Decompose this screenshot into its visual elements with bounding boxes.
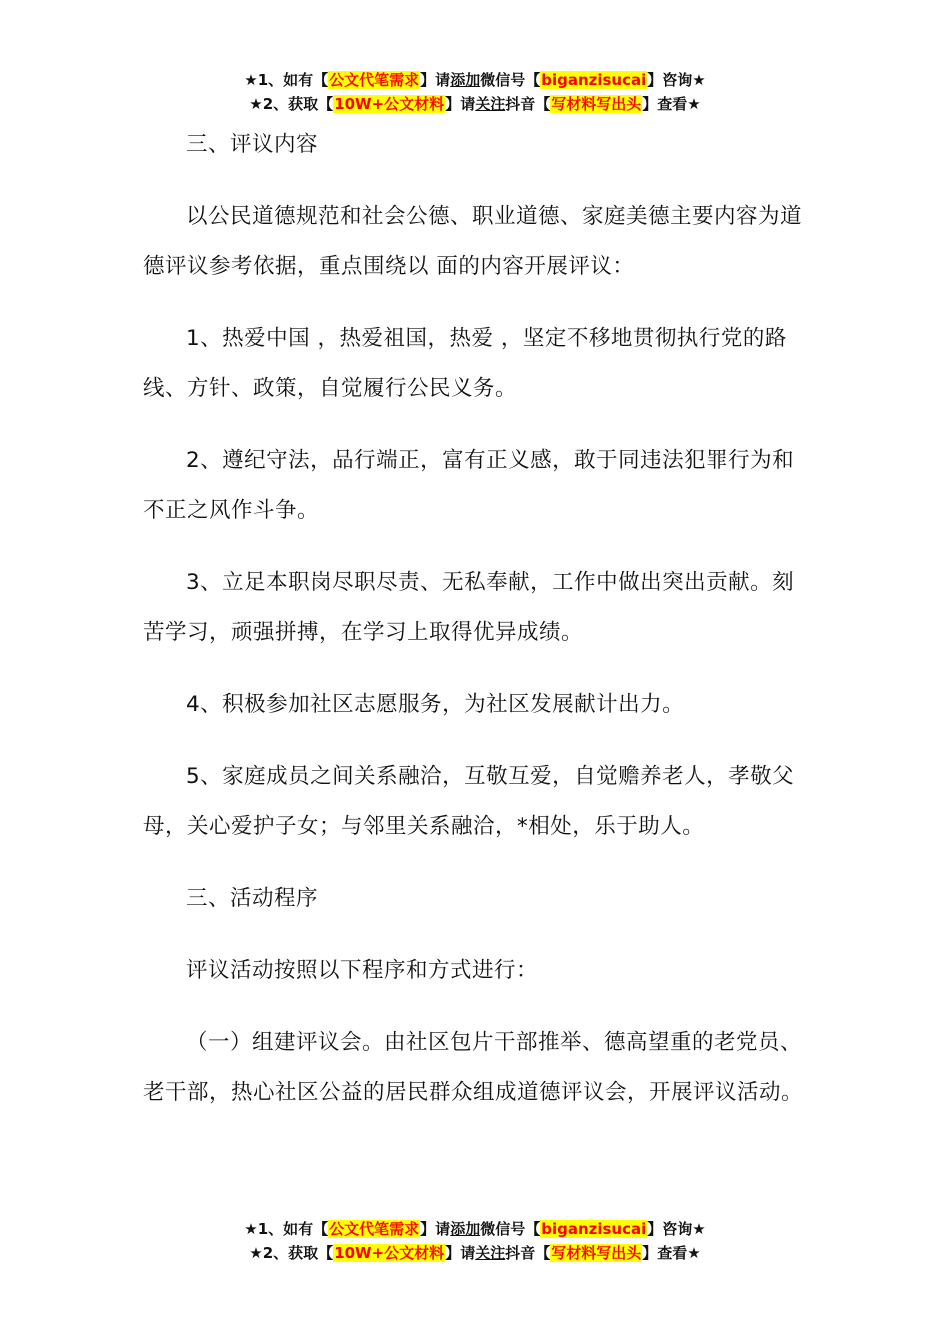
banner-highlight: 10W+公文材料 (334, 95, 445, 113)
banner-text: 】查看★ (642, 1244, 701, 1262)
banner-text: 】请 (420, 1220, 451, 1238)
banner-text: 抖音【 (505, 95, 551, 113)
document-body (143, 120, 815, 1118)
banner-text: 微信号【 (480, 71, 541, 89)
header-banner-line-1 (0, 68, 950, 92)
banner-highlight: 写材料写出头 (551, 1244, 642, 1262)
banner-highlight: 10W+公文材料 (334, 1244, 445, 1262)
banner-text: 】咨询★ (647, 71, 706, 89)
banner-text: 】请 (445, 95, 476, 113)
footer-banner-line-1 (0, 1217, 950, 1241)
banner-underline: 关注 (475, 1244, 506, 1262)
banner-text: ★1、如有【 (244, 1220, 329, 1238)
section-heading: 三、评议内容 (186, 132, 319, 157)
banner-underline: 关注 (475, 95, 506, 113)
banner-highlight: 公文代笔需求 (329, 1220, 420, 1238)
banner-highlight: 公文代笔需求 (329, 71, 420, 89)
list-item: 2、遵纪守法，品行端正，富有正义感，敢于同违法犯罪行为和不正之风作斗争。 (143, 448, 795, 523)
banner-highlight: biganzisucai (541, 71, 647, 89)
list-item: 4、积极参加社区志愿服务，为社区发展献计出力。 (186, 692, 685, 717)
header-banner-line-2 (0, 92, 950, 116)
banner-text: 】查看★ (642, 95, 701, 113)
footer-banner-line-2 (0, 1241, 950, 1265)
banner-highlight: 写材料写出头 (551, 95, 642, 113)
header-banner (0, 68, 950, 116)
banner-text: 微信号【 (480, 1220, 541, 1238)
banner-highlight: biganzisucai (541, 1220, 647, 1238)
banner-text: ★1、如有【 (244, 71, 329, 89)
banner-text: ★2、获取【 (249, 1244, 334, 1262)
footer-banner (0, 1217, 950, 1265)
list-item: 3、立足本职岗尽职尽责、无私奉献，工作中做出突出贡献。刻苦学习，顽强拼搏，在学习上取得优异成绩。 (143, 570, 795, 645)
banner-text: 】请 (420, 71, 451, 89)
paragraph: 以公民道德规范和社会公德、职业道德、家庭美德主要内容为道德评议参考依据，重点围绕以 面的内容开展评议： (143, 204, 803, 279)
banner-text: 抖音【 (505, 1244, 551, 1262)
banner-underline: 添加 (450, 1220, 481, 1238)
banner-underline: 添加 (450, 71, 481, 89)
list-item: 5、家庭成员之间关系融洽，互敬互爱，自觉赡养老人，孝敬父母，关心爱护子女；与邻里关系融洽，*相处，乐于助人。 (143, 764, 795, 839)
banner-text: ★2、获取【 (249, 95, 334, 113)
banner-text: 】请 (445, 1244, 476, 1262)
paragraph: （一）组建评议会。由社区包片干部推举、德高望重的老党员、老干部，热心社区公益的居民群众组成道德评议会，开展评议活动。 (143, 1030, 804, 1105)
paragraph: 评议活动按照以下程序和方式进行： (186, 958, 539, 983)
banner-text: 】咨询★ (647, 1220, 706, 1238)
list-item: 1、热爱中国 ，热爱祖国，热爱 ，坚定不移地贯彻执行党的路线、方针、政策，自觉履行公民义务。 (143, 326, 787, 401)
section-heading: 三、活动程序 (186, 886, 319, 911)
